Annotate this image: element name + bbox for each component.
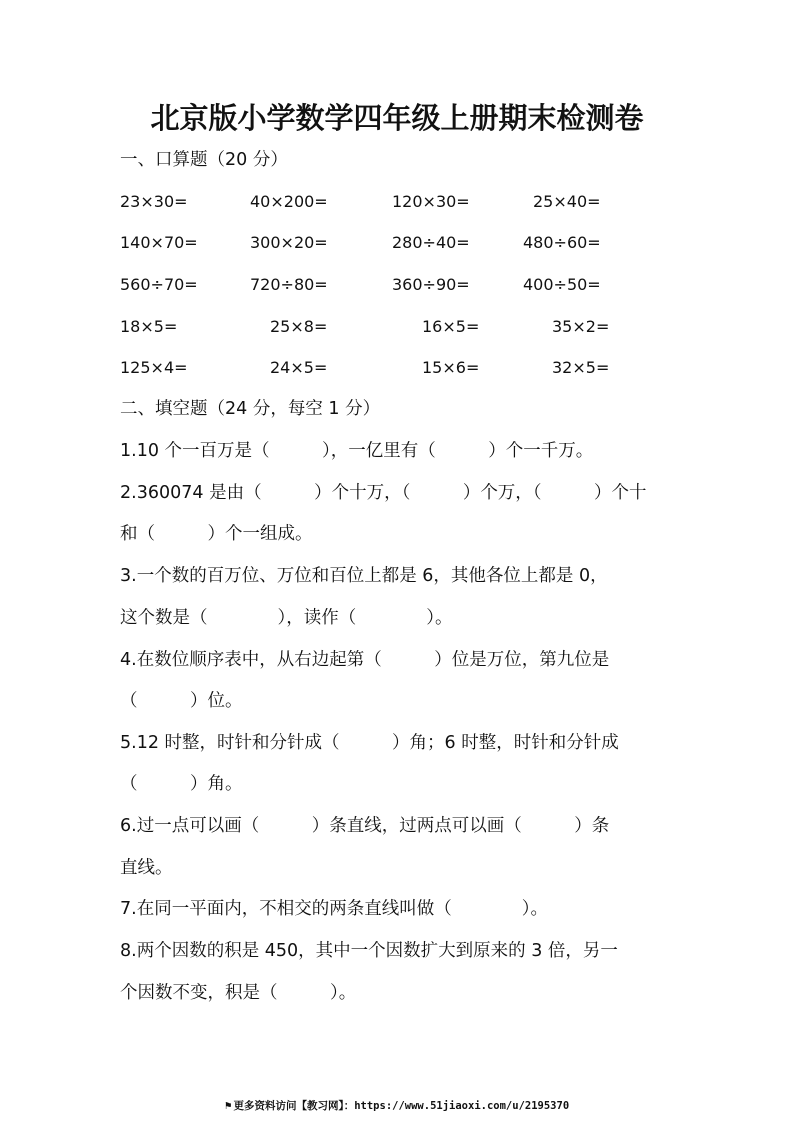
calc-item: 25×40= bbox=[533, 192, 601, 211]
question-line: 8.两个因数的积是 450，其中一个因数扩大到原来的 3 倍，另一 bbox=[120, 941, 618, 961]
calc-item: 360÷90= bbox=[392, 275, 470, 294]
question-line: 和（ ）个一组成。 bbox=[120, 524, 313, 544]
question-line: 3.一个数的百万位、万位和百位上都是 6，其他各位上都是 0， bbox=[120, 566, 608, 586]
calc-item: 16×5= bbox=[422, 317, 480, 336]
question-line: 1.10 个一百万是（ ），一亿里有（ ）个一千万。 bbox=[120, 441, 594, 461]
calc-item: 24×5= bbox=[270, 358, 328, 377]
question-line: 7.在同一平面内，不相交的两条直线叫做（ ）。 bbox=[120, 899, 548, 919]
calc-item: 280÷40= bbox=[392, 233, 470, 252]
calc-item: 480÷60= bbox=[523, 233, 601, 252]
calc-item: 140×70= bbox=[120, 233, 198, 252]
question-line: 个因数不变，积是（ ）。 bbox=[120, 983, 357, 1003]
page-title: 北京版小学数学四年级上册期末检测卷 bbox=[150, 101, 644, 135]
question-line: 5.12 时整，时针和分针成（ ）角；6 时整，时针和分针成 bbox=[120, 733, 619, 753]
calc-item: 15×6= bbox=[422, 358, 480, 377]
calc-item: 25×8= bbox=[270, 317, 328, 336]
question-line: （ ）位。 bbox=[120, 691, 243, 711]
calc-item: 35×2= bbox=[552, 317, 610, 336]
question-line: 这个数是（ ），读作（ ）。 bbox=[120, 608, 453, 628]
calc-item: 400÷50= bbox=[523, 275, 601, 294]
calc-item: 32×5= bbox=[552, 358, 610, 377]
question-line: （ ）角。 bbox=[120, 774, 243, 794]
footer-link-text[interactable]: 更多资料访问【教习网】：https://www.51jiaoxi.com/u/2195370 bbox=[233, 1100, 570, 1112]
footer bbox=[0, 1098, 794, 1113]
flag-icon: ⚑ bbox=[224, 1099, 232, 1112]
calc-item: 18×5= bbox=[120, 317, 178, 336]
section-2-heading: 二、填空题（24 分，每空 1 分） bbox=[120, 399, 381, 419]
calc-item: 560÷70= bbox=[120, 275, 198, 294]
calc-item: 125×4= bbox=[120, 358, 188, 377]
calc-item: 23×30= bbox=[120, 192, 188, 211]
calc-item: 300×20= bbox=[250, 233, 328, 252]
section-1-heading: 一、口算题（20 分） bbox=[120, 150, 288, 170]
question-line: 4.在数位顺序表中，从右边起第（ ）位是万位，第九位是 bbox=[120, 650, 610, 670]
question-line: 2.360074 是由（ ）个十万，（ ）个万，（ ）个十 bbox=[120, 483, 647, 503]
question-line: 6.过一点可以画（ ）条直线，过两点可以画（ ）条 bbox=[120, 816, 610, 836]
calc-item: 720÷80= bbox=[250, 275, 328, 294]
question-line: 直线。 bbox=[120, 858, 173, 878]
calc-item: 120×30= bbox=[392, 192, 470, 211]
calc-item: 40×200= bbox=[250, 192, 328, 211]
